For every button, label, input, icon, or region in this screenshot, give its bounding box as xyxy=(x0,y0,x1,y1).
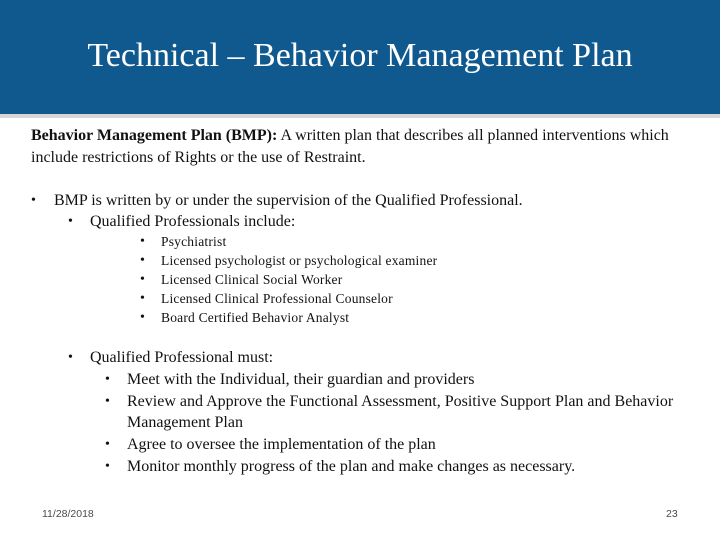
bullet-icon: • xyxy=(140,253,145,268)
bullet-icon: • xyxy=(105,437,110,452)
list-item: Meet with the Individual, their guardian and providers xyxy=(127,371,475,388)
list-item: Review and Approve the Functional Assessment, Positive Support Plan and Behavior Management Plan xyxy=(127,393,674,431)
list-item: Licensed Clinical Social Worker xyxy=(161,272,343,287)
bmp-definition xyxy=(31,125,691,169)
bullet-icon: • xyxy=(105,394,110,409)
bullet-icon: • xyxy=(68,214,73,229)
bmp-written-by: BMP is written by or under the supervision of the Qualified Professional. xyxy=(54,192,523,209)
list-item: Board Certified Behavior Analyst xyxy=(161,310,350,325)
bullet-icon: • xyxy=(105,459,110,474)
definition-term: Behavior Management Plan (BMP): xyxy=(31,127,278,144)
slide-title: Technical – Behavior Management Plan xyxy=(87,37,633,74)
bullet-icon: • xyxy=(68,350,73,365)
bullet-icon: • xyxy=(31,193,36,208)
list-item: Monitor monthly progress of the plan and make changes as necessary. xyxy=(127,458,576,475)
list-item: Licensed psychologist or psychological examiner xyxy=(161,253,438,268)
footer-date: 11/28/2018 xyxy=(42,508,94,520)
qp-must-label: Qualified Professional must: xyxy=(90,349,274,366)
bullet-icon: • xyxy=(140,234,145,249)
list-item: Psychiatrist xyxy=(161,234,227,249)
list-item: Agree to oversee the implementation of the plan xyxy=(127,436,436,453)
page-number: 23 xyxy=(666,508,678,520)
bullet-icon: • xyxy=(140,291,145,306)
bullet-icon: • xyxy=(105,372,110,387)
bullet-icon: • xyxy=(140,310,145,325)
bullet-icon: • xyxy=(140,272,145,287)
definition-text: A written plan that describes all planned interventions which include restrictions of Rights or the use of Restraint. xyxy=(31,127,669,166)
list-item: Licensed Clinical Professional Counselor xyxy=(161,291,393,306)
qp-include-label: Qualified Professionals include: xyxy=(90,213,296,230)
